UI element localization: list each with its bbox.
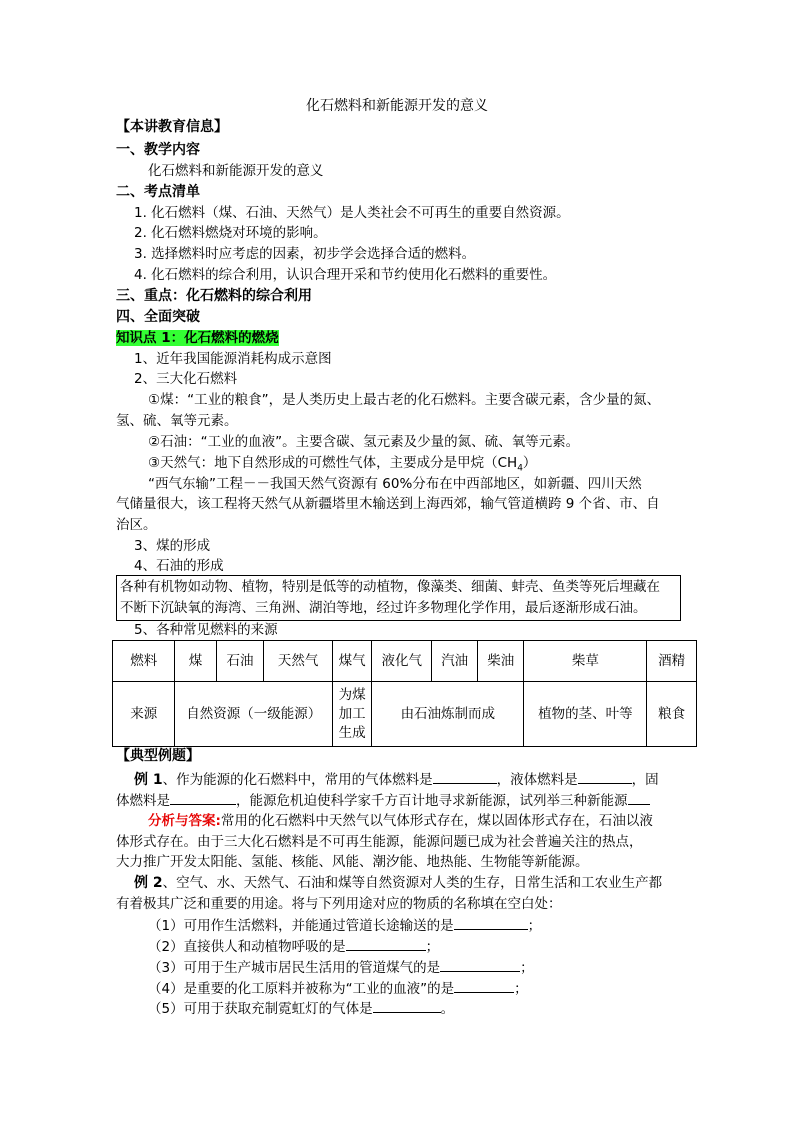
- knowledge-point-1-highlight: 知识点 1：化石燃料的燃烧: [116, 330, 279, 346]
- question-end: ；: [514, 981, 528, 997]
- table-cell-gasmade: [333, 682, 372, 747]
- examples-heading: 【典型例题】: [116, 748, 200, 764]
- table-header-cell: 天然气: [264, 641, 333, 682]
- west-east-line-b: 气储量很大，该工程将天然气从新疆塔里木输送到上海西郊，输气管道横跨 9 个省、市、自: [116, 496, 660, 512]
- example-1-text: 、作为能源的化石燃料中，常用的气体燃料是: [162, 772, 433, 788]
- exam-point-2: 2. 化石燃料燃烧对环境的影响。: [134, 225, 327, 241]
- gas-close: ）: [522, 455, 537, 471]
- question-text: （5）可用于获取充制霓虹灯的气体是: [148, 1001, 373, 1017]
- analysis-line-c: 大力推广开发太阳能、氢能、核能、风能、潮汐能、地热能、生物能等新能源。: [116, 854, 589, 870]
- answer-blank[interactable]: [433, 769, 497, 784]
- kp-item-3: 3、煤的形成: [134, 538, 211, 554]
- question-text: （3）可用于生产城市居民生活用的管道煤气的是: [148, 960, 441, 976]
- answer-blank[interactable]: [454, 915, 528, 930]
- exam-point-1: 1. 化石燃料（煤、石油、天然气）是人类社会不可再生的重要自然资源。: [134, 205, 570, 221]
- table-header-cell: 柴草: [524, 641, 647, 682]
- table-row-label: 来源: [113, 682, 175, 747]
- table-source-row: [113, 682, 697, 747]
- table-header-cell: 柴油: [477, 641, 524, 682]
- analysis-text: 常用的化石燃料中天然气以气体形式存在，煤以固体形式存在，石油以液: [220, 813, 653, 829]
- table-header-cell: 燃料: [113, 641, 175, 682]
- oil-formation-line-b: 不断下沉缺氧的海湾、三角洲、湖泊等地，经过许多物理化学作用，最后逐渐形成石油。: [120, 600, 647, 616]
- example-2-line-a: [134, 873, 662, 893]
- example-1-text: ，固: [631, 772, 659, 788]
- table-header-cell: 酒精: [647, 641, 697, 682]
- table-cell-grain: 粮食: [647, 682, 697, 747]
- answer-blank[interactable]: [440, 957, 520, 972]
- example-2-q2: [148, 936, 439, 957]
- gasmade-line: 为煤: [338, 686, 366, 703]
- table-header-cell: 煤: [175, 641, 216, 682]
- answer-blank[interactable]: [373, 998, 441, 1013]
- kp-item-2: 2、三大化石燃料: [134, 371, 238, 387]
- knowledge-point-1: [116, 328, 279, 348]
- example-2-q1: [148, 915, 541, 936]
- answer-blank[interactable]: [578, 769, 632, 784]
- west-east-line-a: “西气东输”工程－－我国天然气资源有 60%分布在中西部地区，如新疆、四川天然: [148, 476, 642, 492]
- answer-blank[interactable]: [170, 790, 236, 805]
- key-point-heading: 三、重点：化石燃料的综合利用: [116, 288, 312, 304]
- answer-blank[interactable]: [346, 936, 426, 951]
- example-1-text: ，能源危机迫使科学家千方百计地寻求新能源，试列举三种新能源: [236, 793, 628, 809]
- coal-line-a: ①煤：“工业的粮食”，是人类历史上最古老的化石燃料。主要含碳元素，含少量的氮、: [148, 392, 661, 408]
- example-1-text: ，液体燃料是: [496, 772, 578, 788]
- table-cell-petroleum: 由石油炼制而成: [372, 682, 524, 747]
- analysis-label: 分析与答案:: [148, 813, 221, 829]
- question-end: ；: [425, 939, 440, 955]
- example-2-q5: [148, 998, 454, 1019]
- kp-item-4: 4、石油的形成: [134, 558, 224, 574]
- doc-title: 化石燃料和新能源开发的意义: [306, 98, 488, 114]
- oil-line: ②石油：“工业的血液”。主要含碳、氢元素及少量的氮、硫、氧等元素。: [148, 434, 580, 450]
- table-header-cell: 石油: [216, 641, 264, 682]
- table-header-cell: 液化气: [372, 641, 432, 682]
- question-text: （2）直接供人和动植物呼吸的是: [148, 939, 346, 955]
- gas-subscript: 4: [517, 463, 523, 474]
- coal-line-b: 氢、硫、氧等元素。: [116, 413, 238, 429]
- example-1-line-a: [134, 769, 659, 790]
- table-header-cell: 汽油: [432, 641, 477, 682]
- example-2-line-b: 有着极其广泛和重要的用途。将与下列用途对应的物质的名称填在空白处：: [116, 896, 562, 912]
- gasmade-line: 生成: [338, 724, 366, 741]
- question-end: ；: [527, 918, 542, 934]
- analysis-line-a: [148, 811, 653, 831]
- question-text: （4）是重要的化工原料并被称为“工业的血液”的是: [148, 981, 455, 997]
- answer-blank[interactable]: [628, 790, 650, 805]
- answer-blank[interactable]: [454, 978, 514, 993]
- example-1-text: 体燃料是: [116, 793, 170, 809]
- question-text: （1）可用作生活燃料，并能通过管道长途输送的是: [148, 918, 454, 934]
- west-east-line-c: 治区。: [116, 517, 157, 533]
- example-2-q4: [148, 978, 528, 999]
- example-2-q3: [148, 957, 534, 978]
- example-2-text: 、空气、水、天然气、石油和煤等自然资源对人类的生存，日常生活和工农业生产都: [162, 875, 663, 891]
- analysis-line-b: 体形式存在。由于三大化石燃料是不可再生能源，能源问题已成为社会普遍关注的热点，: [116, 834, 643, 850]
- fuel-source-table: [112, 640, 697, 747]
- teaching-content-text: 化石燃料和新能源开发的意义: [148, 163, 324, 179]
- table-header-cell: 煤气: [333, 641, 372, 682]
- oil-formation-line-a: 各种有机物如动物、植物，特别是低等的动植物，像藻类、细菌、蚌壳、鱼类等死后埋藏在: [120, 579, 660, 595]
- table-cell-plants: 植物的茎、叶等: [524, 682, 647, 747]
- example-1-line-b: [116, 790, 650, 811]
- exam-point-4: 4. 化石燃料的综合利用，认识合理开采和节约使用化石燃料的重要性。: [134, 267, 557, 283]
- kp-item-1: 1、近年我国能源消耗构成示意图: [134, 351, 332, 367]
- table-cell-natural: 自然资源（一级能源）: [175, 682, 333, 747]
- section-info-heading: 【本讲教育信息】: [116, 119, 228, 135]
- gas-text: ③天然气：地下自然形成的可燃性气体，主要成分是甲烷（CH: [148, 455, 518, 471]
- table-header-row: [113, 641, 697, 682]
- oil-formation-box: [116, 575, 681, 621]
- example-2-label: 例 2: [134, 875, 163, 891]
- exam-points-heading: 二、考点清单: [116, 184, 200, 200]
- breakthrough-heading: 四、全面突破: [116, 309, 200, 325]
- teaching-content-heading: 一、教学内容: [116, 142, 200, 158]
- kp-item-5: 5、各种常见燃料的来源: [134, 622, 278, 638]
- question-end: 。: [440, 1001, 455, 1017]
- question-end: ；: [520, 960, 534, 976]
- gas-line: [148, 453, 536, 473]
- example-1-label: 例 1: [134, 772, 163, 788]
- gasmade-line: 加工: [338, 705, 366, 722]
- exam-point-3: 3. 选择燃料时应考虑的因素，初步学会选择合适的燃料。: [134, 246, 476, 262]
